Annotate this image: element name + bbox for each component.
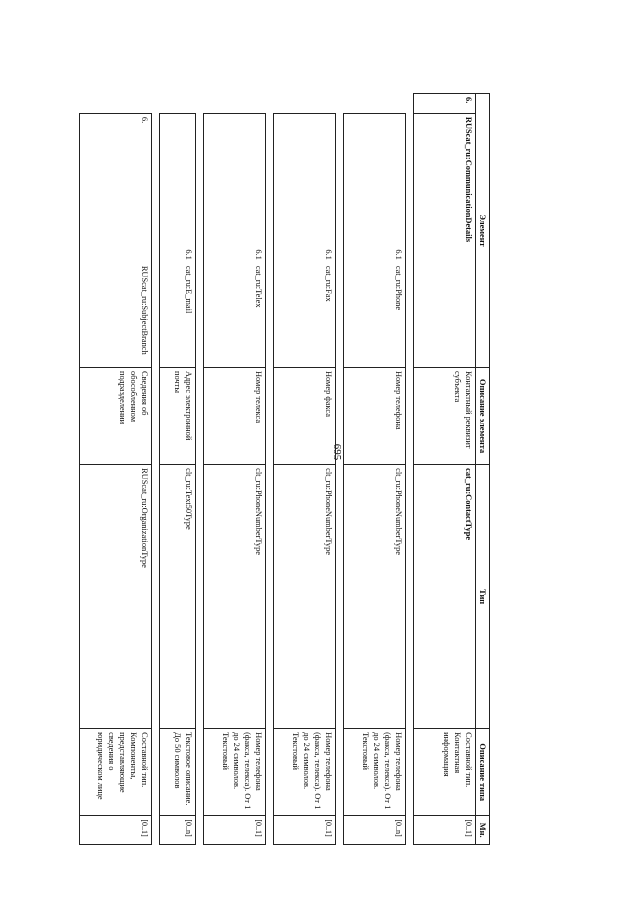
table-row — [80, 94, 152, 845]
row-number: 6. — [414, 94, 476, 114]
element-table — [92, 93, 490, 845]
multiplicity: [0..n] — [344, 816, 406, 845]
element-description: Номер телефона — [344, 368, 406, 465]
indent-cell — [160, 94, 196, 114]
multiplicity: [0..1] — [414, 816, 476, 845]
type-description: Составной тип. Компоненты, представляющие сведения о юридическом лице — [80, 729, 152, 816]
type-name: clt_ru:PhoneNumberType — [204, 465, 266, 729]
row-number: 6.1 — [204, 113, 266, 262]
element-name: cat_ru:Telex — [204, 263, 266, 368]
row-gap — [196, 94, 204, 845]
row-gap — [266, 94, 274, 845]
table — [79, 93, 490, 845]
element-description: Адрес электронной почты — [160, 368, 196, 465]
table-row — [274, 94, 336, 845]
page-number: 695 — [331, 443, 343, 461]
multiplicity: [0..1] — [204, 816, 266, 845]
table-row — [160, 94, 196, 845]
row-number: 6.1 — [274, 113, 336, 262]
type-description: Составной тип. Контактная информация — [414, 729, 476, 816]
multiplicity: [0..1] — [80, 816, 152, 845]
element-name: RUScat_ru:SubjectBranch — [80, 263, 152, 368]
indent-cell — [274, 94, 336, 114]
row-gap — [336, 94, 344, 845]
element-description: Сведения об обособленном подразделении — [80, 368, 152, 465]
table-row — [344, 94, 406, 845]
type-name: cat_ru:ContactType — [414, 465, 476, 729]
type-description: Номер телефона (факса, телекса). От 1 до 24 символов. Текстовый — [344, 729, 406, 816]
row-number: 6.1 — [344, 113, 406, 262]
multiplicity: [0..n] — [160, 816, 196, 845]
type-name: RUScat_ru:OrganizationType — [80, 465, 152, 729]
header-element-desc: Описание элемента — [476, 368, 490, 465]
element-name: cat_ru:Fax — [274, 263, 336, 368]
header-type: Тип — [476, 465, 490, 729]
element-description: Номер телекса — [204, 368, 266, 465]
element-description: Контактный реквизит субъекта — [414, 368, 476, 465]
type-description: Номер телефона (факса, телекса). От 1 до 24 символов. Текстовый — [204, 729, 266, 816]
type-description: Номер телефона (факса, телекса). От 1 до 24 символов. Текстовый — [274, 729, 336, 816]
type-name: clt_ru:PhoneNumberType — [344, 465, 406, 729]
row-number: 6.1 — [160, 113, 196, 262]
element-name: RUScat_ru:CommunicationDetails — [414, 113, 476, 367]
row-gap — [152, 94, 160, 845]
table-row — [204, 94, 266, 845]
element-name: cat_ru:E_mail — [160, 263, 196, 368]
table-header-row — [476, 94, 490, 845]
type-description: Текстовое описание. До 50 символов — [160, 729, 196, 816]
indent-cell — [80, 94, 152, 114]
row-number: 6. — [80, 113, 152, 262]
header-type-desc: Описание типа — [476, 729, 490, 816]
indent-cell — [204, 94, 266, 114]
multiplicity: [0..1] — [274, 816, 336, 845]
type-name: clt_ru:PhoneNumberType — [274, 465, 336, 729]
row-gap — [406, 94, 414, 845]
header-multiplicity: Мн. — [476, 816, 490, 845]
element-description: Номер факса — [274, 368, 336, 465]
type-name: clt_ru:Text50Type — [160, 465, 196, 729]
table-row — [414, 94, 476, 845]
indent-cell — [344, 94, 406, 114]
element-name: cat_ru:Phone — [344, 263, 406, 368]
header-element: Элемент — [476, 94, 490, 368]
